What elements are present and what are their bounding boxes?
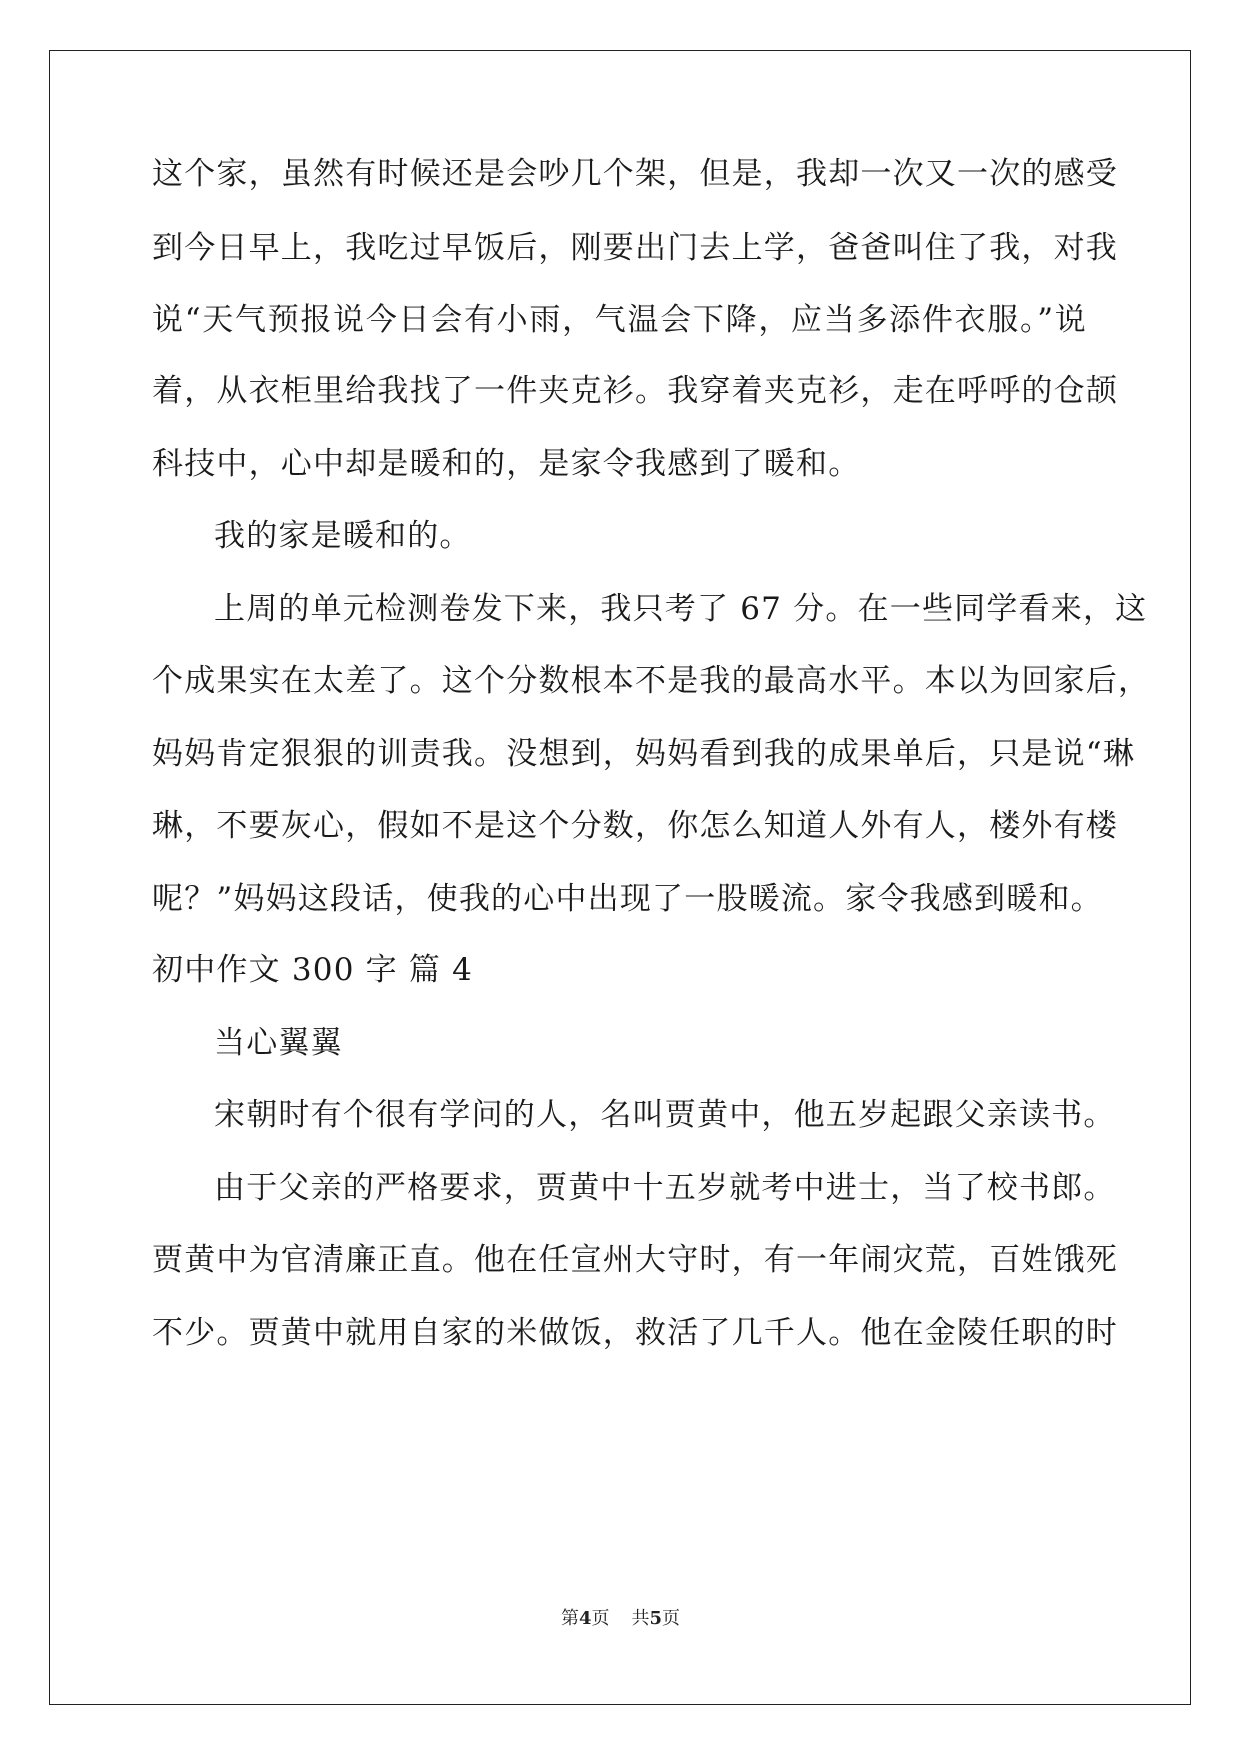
page-suffix: 页 — [591, 1608, 610, 1629]
page-number-total: 5 — [649, 1608, 663, 1629]
page-prefix: 第 — [560, 1608, 579, 1629]
page-border — [49, 50, 1191, 1705]
total-prefix: 共 — [631, 1608, 650, 1629]
text-line-1: 这个家，虽然有时候还是会吵几个架，但是，我却一次又一次的感受 — [152, 156, 1118, 192]
text-line-10: 琳，不要灰心，假如不是这个分数，你怎么知道人外有人，楼外有楼 — [152, 808, 1118, 844]
essay-title: 当心翼翼 — [214, 1025, 343, 1061]
text-line-4: 着，从衣柜里给我找了一件夹克衫。我穿着夹克衫，走在呼呼的仓颉 — [152, 373, 1118, 409]
text-line-13: 由于父亲的严格要求，贾黄中十五岁就考中进士，当了校书郎。 — [214, 1170, 1116, 1206]
text-line-6: 我的家是暖和的。 — [214, 518, 472, 554]
text-line-14: 贾黄中为官清廉正直。他在任宣州大守时，有一年闹灾荒，百姓饿死 — [152, 1242, 1118, 1278]
text-line-11: 呢？”妈妈这段话，使我的心中出现了一股暖流。家令我感到暖和。 — [152, 881, 1103, 917]
text-line-9: 妈妈肯定狠狠的训责我。没想到，妈妈看到我的成果单后，只是说“琳 — [152, 736, 1136, 772]
text-line-12: 宋朝时有个很有学问的人，名叫贾黄中，他五岁起跟父亲读书。 — [214, 1097, 1116, 1133]
text-line-15: 不少。贾黄中就用自家的米做饭，救活了几千人。他在金陵任职的时 — [152, 1315, 1118, 1351]
text-line-8: 个成果实在太差了。这个分数根本不是我的最高水平。本以为回家后， — [152, 663, 1151, 699]
section-heading: 初中作文 300 字 篇 4 — [152, 952, 474, 988]
text-line-5: 科技中，心中却是暖和的，是家令我感到了暖和。 — [152, 446, 861, 482]
text-line-2: 到今日早上，我吃过早饭后，刚要出门去上学，爸爸叫住了我，对我 — [152, 230, 1118, 266]
text-line-3: 说“天气预报说今日会有小雨，气温会下降，应当多添件衣服。”说 — [152, 302, 1087, 338]
page-footer — [0, 1607, 1241, 1631]
total-suffix: 页 — [662, 1608, 681, 1629]
page-number-current: 4 — [578, 1608, 592, 1629]
text-line-7: 上周的单元检测卷发下来，我只考了 67 分。在一些同学看来，这 — [214, 591, 1148, 627]
